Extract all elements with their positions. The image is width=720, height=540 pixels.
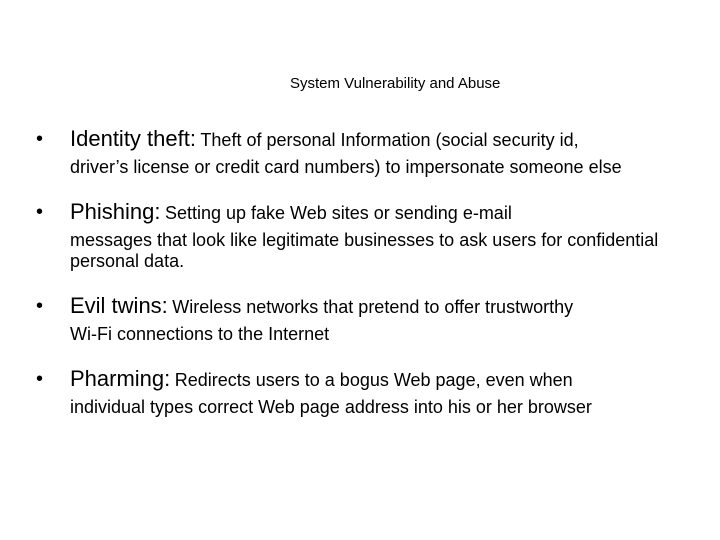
bullet-lead-text: Redirects users to a bogus Web page, even when <box>174 370 573 390</box>
bullet-dot-icon: • <box>36 128 44 150</box>
bullet-list <box>36 124 696 437</box>
bullet-term: Pharming: <box>70 366 171 391</box>
bullet-lead-text: Wireless networks that pretend to offer trustworthy <box>172 297 574 317</box>
bullet-lead-text: Setting up fake Web sites or sending e-mail <box>164 203 512 223</box>
bullet-evil-twins <box>36 291 696 345</box>
bullet-dot-icon: • <box>36 295 44 317</box>
bullet-term: Identity theft: <box>70 126 196 151</box>
bullet-continuation-text: driver’s license or credit card numbers) to impersonate someone else <box>70 157 622 177</box>
bullet-first-line <box>70 364 696 397</box>
bullet-dot-icon: • <box>36 201 44 223</box>
bullet-continuation-text: messages that look like legitimate businesses to ask users for confidential personal data. <box>70 230 659 271</box>
bullet-dot-icon: • <box>36 368 44 390</box>
bullet-first-line <box>70 197 696 230</box>
bullet-term: Evil twins: <box>70 293 168 318</box>
bullet-first-line <box>70 291 696 324</box>
bullet-pharming <box>36 364 696 418</box>
bullet-term: Phishing: <box>70 199 161 224</box>
bullet-phishing <box>36 197 696 272</box>
bullet-continuation-text: Wi-Fi connections to the Internet <box>70 324 330 344</box>
bullet-identity-theft <box>36 124 696 178</box>
bullet-first-line <box>70 124 696 157</box>
slide-title: System Vulnerability and Abuse <box>290 75 501 92</box>
bullet-lead-text: Theft of personal Information (social security id, <box>200 130 579 150</box>
bullet-continuation-text: individual types correct Web page address into his or her browser <box>70 397 592 417</box>
